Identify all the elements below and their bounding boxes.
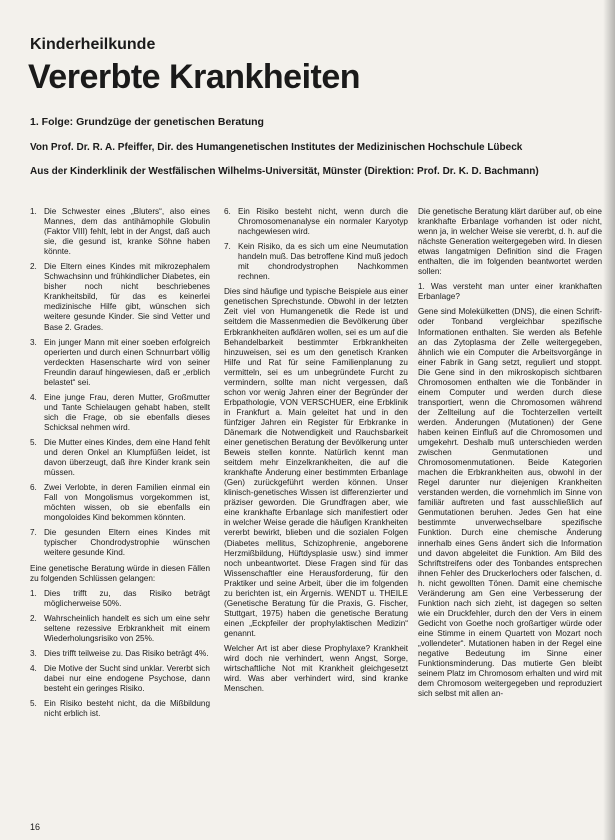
answer-text: Dies trifft teilweise zu. Das Risiko beträgt 4%. <box>44 648 209 658</box>
case-text: Die Eltern eines Kindes mit mikrozephalem Schwachsinn und frühkindlicher Diabetes, ein bisher noch nicht beschriebenes Krankheitsbild, für das es keinerlei medizinische Hilfe gibt, wünschen sich weitere gesunde Kinder. Sie sind Vetter und Base 2. Grades. <box>44 262 210 332</box>
answer-number: 3. <box>30 648 37 658</box>
text-column-2 <box>224 207 408 699</box>
body-paragraph: Gene sind Molekülketten (DNS), die einen Schrift- oder Tonband vergleichbar spezifische Informationen enthalten. Sie werden als Befehle an das Zytoplasma der Zelle weitergegeben, ähnlich wie ein Computer die Arbeitsvorgänge in einer Fabrik in Gang setzt, reguliert und stoppt. Die Gene sind in den mikroskopisch sichtbaren Chromosomen enthalten wie die Tonbänder in einem Computer und werden durch diese transportiert, wenn die Chromosomen während der Zellteilung auf die Tochterzellen verteilt werden. Änderungen (Mutationen) der Gene haben keinen Einfluß auf die Chromosomen und umgekehrt. Deshalb muß unterschieden werden zwischen Genmutationen und Chromosomenmutationen. Beide Kategorien machen die Erbkrankheiten aus, obwohl in der Regel darunter nur diejenigen Krankheiten verstanden werden, die vornehmlich im Sinne von familiär auftreten und fast ausschließlich auf Genmutationen beruhen. Jedes Gen hat eine bestimmte unverwechselbare spezifische Funktion. Durch eine chemische Änderung innerhalb eines Gens ändert sich die Information und davon abgeleitet die Funktion. Am Bild des Schriftstreifens oder des Tonbandes entsprechen ihnen Fehler des Druckerlochers oder falschen, d. h. nicht gewollten Tönen. Damit eine chemische Veränderung am Gen eine Verbesserung der Funktion nach sich zieht, ist dagegen so selten wie ein Druckfehler, durch den der Vers in einem Gedicht von Goethe noch großartiger würde oder eine Stimme in einem Quartett von Mozart noch „vollendeter“. Mutationen haben in der Regel eine negative Bedeutung im Sinne einer Funktionsminderung. Das mutierte Gen bleibt seinem Platz im Chromosom erhalten und wird mit dem Chromosom weitergegeben und reproduziert sich selbst mit allen an- <box>418 307 602 699</box>
body-paragraph: Die genetische Beratung klärt darüber auf, ob eine krankhafte Erbanlage vorhanden ist oder nicht, wenn ja, in welcher Weise sie vererbt, d. h. auf die nächste Generation weitergegeben wird. In diesen etwas langatmigen Definition sind die Fragen enthalten, die im folgenden beantwortet werden sollen: <box>418 207 602 277</box>
affiliation-line: Aus der Kinderklinik der Westfälischen Wilhelms-Universität, Münster (Direktion: Prof. Dr. K. D. Bachmann) <box>30 166 539 177</box>
answer-list-continued <box>224 207 408 282</box>
answer-item <box>30 589 210 609</box>
answer-text: Die Motive der Sucht sind unklar. Vererbt sich dabei nur eine endogene Psychose, dann besteht ein geringes Risiko. <box>44 663 210 693</box>
author-line: Von Prof. Dr. R. A. Pfeiffer, Dir. des Humangenetischen Institutes der Medizinischen Hochschule Lübeck <box>30 142 523 153</box>
case-item <box>30 262 210 332</box>
answer-item <box>30 664 210 694</box>
body-paragraph: Welcher Art ist aber diese Prophylaxe? Krankheit wird doch nie verhindert, wenn Angst, Sorge, wirtschaftliche Not mit Krankheit gleichgesetzt wird. Was aber verhindert wird, sind kranke Menschen. <box>224 643 408 694</box>
text-column-1 <box>30 207 210 724</box>
answer-text: Kein Risiko, da es sich um eine Neumutation handeln muß. Das betroffene Kind muß jedoch mit chondrodystrophen Nachkommen rechnen. <box>238 242 408 282</box>
answer-item <box>224 242 408 282</box>
answer-number: 4. <box>30 663 37 673</box>
case-item <box>30 528 210 558</box>
case-number: 5. <box>30 437 37 447</box>
case-item <box>30 438 210 478</box>
body-paragraph: Dies sind häufige und typische Beispiele aus einer genetischen Sprechstunde. Obwohl in der letzten Zeit viel von Humangenetik die Rede ist und seitdem die Massenmedien die Bevölkerung über Erbkrankheiten aufklären wollen, sei es um auf die Behandelbarkeit bestimmter Erbkrankheiten hinzuweisen, sei es um den genetisch Kranken Hilfe und Rat für seine Familienplanung zu vermitteln, sei es um unbegründete Furcht zu vermindern, sollte man nicht vergessen, daß schon vor wenig Jahren einer der Begründer der Erbpathologie, VON VERSCHUER, eine Erbklinik in Frankfurt a. Main geleitet hat und in den fünfziger Jahren ein Register für Erbkranke in Dänemark die Notwendigkeit und Rauchsbarkeit einer genetischen Beratung der Bevölkerung unter Beweis stellen konnte. Natürlich kennt man seitdem mehr Einzelkrankheiten, die auf die krankhafte Änderung einer bestimmten Erbanlage (Gen) zurückgeführt werden können. Unser klinisch-genetisches Wissen ist differenzierter und präziser geworden. Die Grundfragen aber, wie eine krankhafte Erbanlage sich manifestiert oder in welcher Weise gerade die häufigen Krankheiten vererbt bewirkt, blieben und die sozialen Folgen (Diabetes mellitus, Schizophrenie, angeborene Herzmißbildung, Hüftdysplasie usw.) sind immer noch unbeantwortet. Diese Fragen sind für das Wissenschaftler eine Herausforderung, für den Praktiker und seine Arbeit, über die im folgenden zu berichten ist, ein Ärgernis. WENDT u. THEILE (Genetische Beratung für die Praxis, G. Fischer, Stuttgart, 1975) haben die genetische Beratung einen „Eckpfeiler der prophylaktischen Medizin“ genannt. <box>224 287 408 638</box>
answer-text: Wahrscheinlich handelt es sich um eine sehr seltene rezessive Erbkrankheit mit einem Wiederholungsrisiko von 25%. <box>44 613 210 643</box>
case-number: 2. <box>30 262 37 272</box>
case-item <box>30 393 210 433</box>
page-number: 16 <box>30 822 41 832</box>
answer-list <box>30 589 210 720</box>
answer-number: 2. <box>30 613 37 623</box>
answer-item <box>30 699 210 719</box>
case-text: Ein junger Mann mit einer soeben erfolgreich operierten und durch einen Schnurrbart völlig verdeckten Hasenscharte wird von seiner Freundin darauf hingewiesen, daß er „erblich belastet“ sei. <box>44 337 210 387</box>
answer-number: 5. <box>30 699 37 709</box>
answers-intro: Eine genetische Beratung würde in diesen Fällen zu folgenden Schlüssen gelangen: <box>30 563 210 583</box>
answer-item <box>224 207 408 237</box>
case-number: 1. <box>30 207 37 216</box>
answer-text: Dies trifft zu, das Risiko beträgt möglicherweise 50%. <box>44 588 210 608</box>
article-title: Vererbte Krankheiten <box>28 58 361 96</box>
case-number: 6. <box>30 483 37 493</box>
page-fold-shadow <box>603 0 615 840</box>
case-text: Die Mutter eines Kindes, dem eine Hand fehlt und deren Onkel an Klumpfüßen leidet, ist davon überzeugt, daß ihre Kinder krank sein müssen. <box>44 437 210 478</box>
answer-text: Ein Risiko besteht nicht, wenn durch die Chromosomenanalyse ein normaler Karyotyp nachgewiesen wird. <box>238 207 408 237</box>
case-item <box>30 338 210 388</box>
answer-text: Ein Risiko besteht nicht, da die Mißbildung nicht erblich ist. <box>44 699 210 719</box>
answer-item <box>30 614 210 644</box>
question-heading: 1. Was versteht man unter einer krankhaften Erbanlage? <box>418 282 602 302</box>
case-text: Die gesunden Eltern eines Kindes mit typischer Chondrodystrophie wünschen weitere gesunde Kind. <box>44 528 210 558</box>
case-text: Eine junge Frau, deren Mutter, Großmutter und Tante Schielaugen gehabt haben, stellt sich die Frage, ob sie ebenfalls dieses Schicksal nehmen wird. <box>44 392 210 432</box>
text-column-3 <box>418 207 602 704</box>
case-number: 4. <box>30 392 37 402</box>
case-item <box>30 483 210 523</box>
case-list <box>30 207 210 559</box>
case-number: 7. <box>30 528 37 538</box>
section-kicker: Kinderheilkunde <box>30 36 156 53</box>
case-item <box>30 207 210 257</box>
series-subtitle: 1. Folge: Grundzüge der genetischen Beratung <box>30 116 264 128</box>
answer-number: 6. <box>224 207 231 216</box>
case-text: Die Schwester eines „Bluters“, also eines Mannes, dem das antihämophile Globulin (Faktor VIII) fehlt, lebt in der Angst, daß auch sie, die gesund ist, kranke Söhne haben könnte. <box>44 207 210 257</box>
answer-item <box>30 649 210 659</box>
answer-number: 7. <box>224 242 231 252</box>
answer-number: 1. <box>30 588 37 598</box>
case-number: 3. <box>30 337 37 347</box>
case-text: Zwei Verlobte, in deren Familien einmal ein Fall von Mongolismus vorgekommen ist, möchten wissen, ob sie ebenfalls ein mongoloides Kind bekommen könnten. <box>44 483 210 523</box>
